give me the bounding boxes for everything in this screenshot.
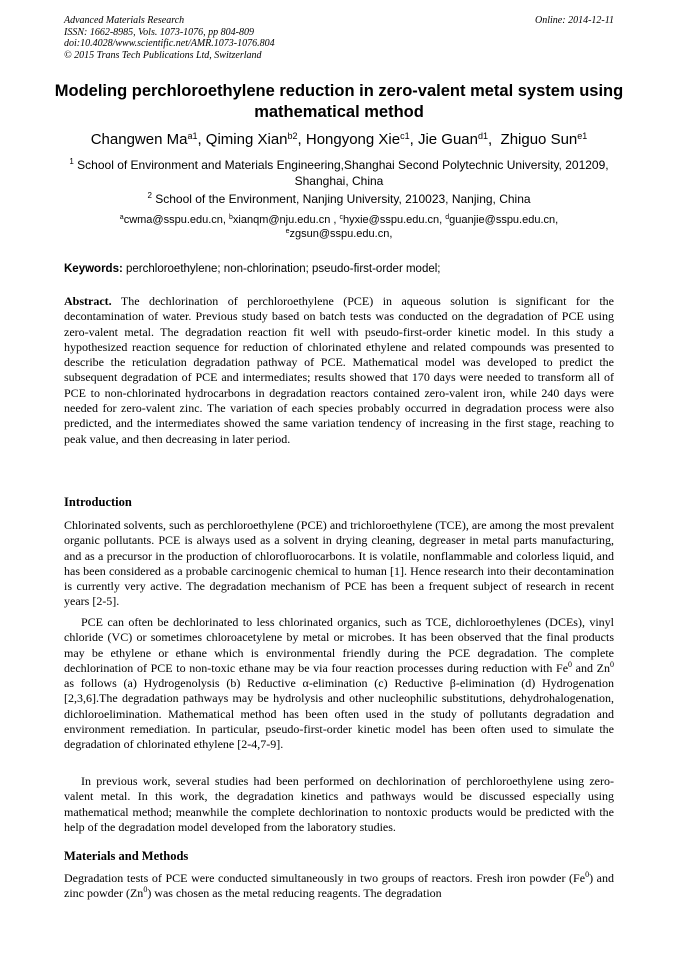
- journal-issn: ISSN: 1662-8985, Vols. 1073-1076, pp 804-809: [64, 26, 254, 38]
- section-heading-introduction: Introduction: [64, 495, 132, 509]
- superscript: 0: [143, 885, 148, 895]
- abstract-text: The dechlorination of perchloroethylene (PCE) in aqueous solution is significant for the decontamination of water. Previous study based on batch tests was conducted on the degradation of PCE using zero-valent metal. The degradation reaction fit well with pseudo-first-order kinetic model. In this study a hypothesized reaction sequence for reduction of chlorinated ethylene and related compounds was presented to describe the reticulation degradation pathway of PCE. Mathematical model was developed to predict the subsequent degradation of PCE and intermediates; results showed that 170 days were needed to transform all of PCE to non-chlorinated hydrocarbons in degradation reactors contained zero-valent iron, while 240 days were needed for zero-valent zinc. The variation of each species probably occurred in degradation process were also predicted, and the intermediates showed the same variation tendency of increasing in the first stage, reaching to peak value, and then decreasing in later period.: [64, 294, 614, 446]
- paper-title: Modeling perchloroethylene reduction in zero-valent metal system using mathematical method: [54, 82, 624, 121]
- abstract-label: Abstract.: [64, 294, 112, 308]
- email-sup: d: [445, 214, 450, 221]
- journal-copyright: © 2015 Trans Tech Publications Ltd, Switzerland: [64, 49, 262, 61]
- email-list: [60, 213, 618, 241]
- email-address[interactable]: xianqm@nju.edu.cn ,: [232, 214, 340, 226]
- author-name: Qiming Xian: [205, 131, 288, 148]
- author-name: Changwen Ma: [90, 131, 188, 148]
- paragraph-text: Degradation tests of PCE were conducted simultaneously in two groups of reactors. Fresh iron powder (Fe: [64, 871, 586, 885]
- email-sup: a: [119, 214, 124, 221]
- affiliation-sup: 1: [69, 157, 74, 166]
- journal-header: [64, 15, 614, 61]
- superscript: 0: [610, 659, 614, 669]
- intro-paragraph-3: In previous work, several studies had been performed on dechlorination of perchloroethylene using zero-valent metal. In this work, the degradation kinetics and pathways would be discussed especially using mathematical method; meanwhile the complete dechlorination to nontoxic products would be predicted with the help of the degradation model developed from the laboratory studies.: [64, 774, 614, 834]
- email-sup: e: [285, 228, 290, 235]
- paragraph-text: ) was chosen as the metal reducing reagents. The degradation: [147, 886, 442, 901]
- email-sup: c: [339, 214, 343, 221]
- superscript: 0: [568, 659, 573, 669]
- author-sup: a1: [187, 131, 198, 141]
- keywords-label: Keywords:: [64, 263, 123, 275]
- paragraph-text: PCE can often be dechlorinated to less chlorinated organics, such as TCE, dichloroethylenes (DCEs), vinyl chloride (VC) or sometimes chloroacetylene by metal or microbes. It has been observed that the final products may be ethylene or ethane which is environmental friendly during the PCE degradation. The complete dechlorination of PCE to non-toxic ethane may be via four reaction processes during reduction with Fe: [64, 615, 614, 675]
- affiliation-1: [60, 158, 618, 189]
- intro-paragraph-2: [64, 615, 614, 753]
- materials-paragraph-1: [64, 871, 614, 902]
- author-sup: b2: [287, 131, 298, 141]
- author-name: Jie Guan: [417, 131, 478, 148]
- keywords: [64, 262, 616, 277]
- journal-name: Advanced Materials Research: [64, 15, 185, 26]
- online-date: Online: 2014-12-11: [535, 15, 614, 26]
- author-name: Hongyong Xie: [305, 131, 401, 148]
- author-sup: e1: [577, 131, 588, 141]
- journal-doi: doi:10.4028/www.scientific.net/AMR.1073-1076.804: [64, 38, 275, 49]
- author-name: Zhiguo Sun: [500, 131, 578, 148]
- paragraph-text: ) and zinc powder (Zn: [64, 871, 614, 901]
- author-list: Changwen $Ma^{a1}$, Qiming Xian$^{b2}$, Hongyong Xie$^{c1}$, Jie Guan$^{d1}$, Zhiguo Sun$^{e1}$: [90, 131, 588, 148]
- affiliation-text: School of Environment and Materials Engineering,Shanghai Second Polytechnic University, 201209, Shanghai, China: [77, 158, 609, 188]
- email-sup: b: [229, 214, 233, 221]
- superscript: 0: [585, 870, 590, 879]
- author-sup: d1: [478, 131, 489, 141]
- keywords-text: perchloroethylene; non-chlorination; pseudo-first-order model;: [122, 263, 441, 275]
- email-address[interactable]: guanjie@sspu.edu.cn,: [449, 214, 559, 226]
- author-sup: c1: [400, 131, 410, 141]
- intro-paragraph-1: Chlorinated solvents, such as perchloroethylene (PCE) and trichloroethylene (TCE), are among the most prevalent organic pollutants. PCE is always used as a solvent in drying cleaning, degreaser in metal parts manufacturing, and as a precursor in the production of chlorofluorocarbons. It is volatile, nonflammable and colorless liquid, and has been considered as a probable carcinogenic chemical to human [1]. Hence research into their decontamination is currently very active. The degradation mechanism of PCE has been a frequent subject of research in recent years [2-5].: [64, 518, 614, 609]
- affiliation-text: School of the Environment, Nanjing University, 210023, Nanjing, China: [155, 192, 531, 206]
- affiliation-sup: 2: [147, 191, 152, 200]
- email-address[interactable]: hyxie@sspu.edu.cn,: [342, 214, 446, 226]
- email-address[interactable]: cwma@sspu.edu.cn,: [123, 214, 230, 226]
- email-address[interactable]: zgsun@sspu.edu.cn,: [289, 228, 393, 240]
- abstract: [64, 294, 614, 447]
- section-heading-materials: Materials and Methods: [64, 849, 189, 863]
- affiliation-2: [60, 192, 618, 208]
- paragraph-text: as follows (a) Hydrogenolysis (b) Reductive α-elimination (c) Reductive β-elimination (d) Hydrogenation [2,3,6].The degradation pathways may be hydrolysis and other nucleophilic substitutions, dehydrohalogenation, dichloroelimination. Mathematical method has been often used in the study of pollutants degradation and environment remediation. In particular, pseudo-first-order kinetic model has been often used to simulate the degradation of chlorinated ethylene [2-4,7-9].: [64, 676, 614, 752]
- paragraph-text: and Zn: [572, 660, 610, 675]
